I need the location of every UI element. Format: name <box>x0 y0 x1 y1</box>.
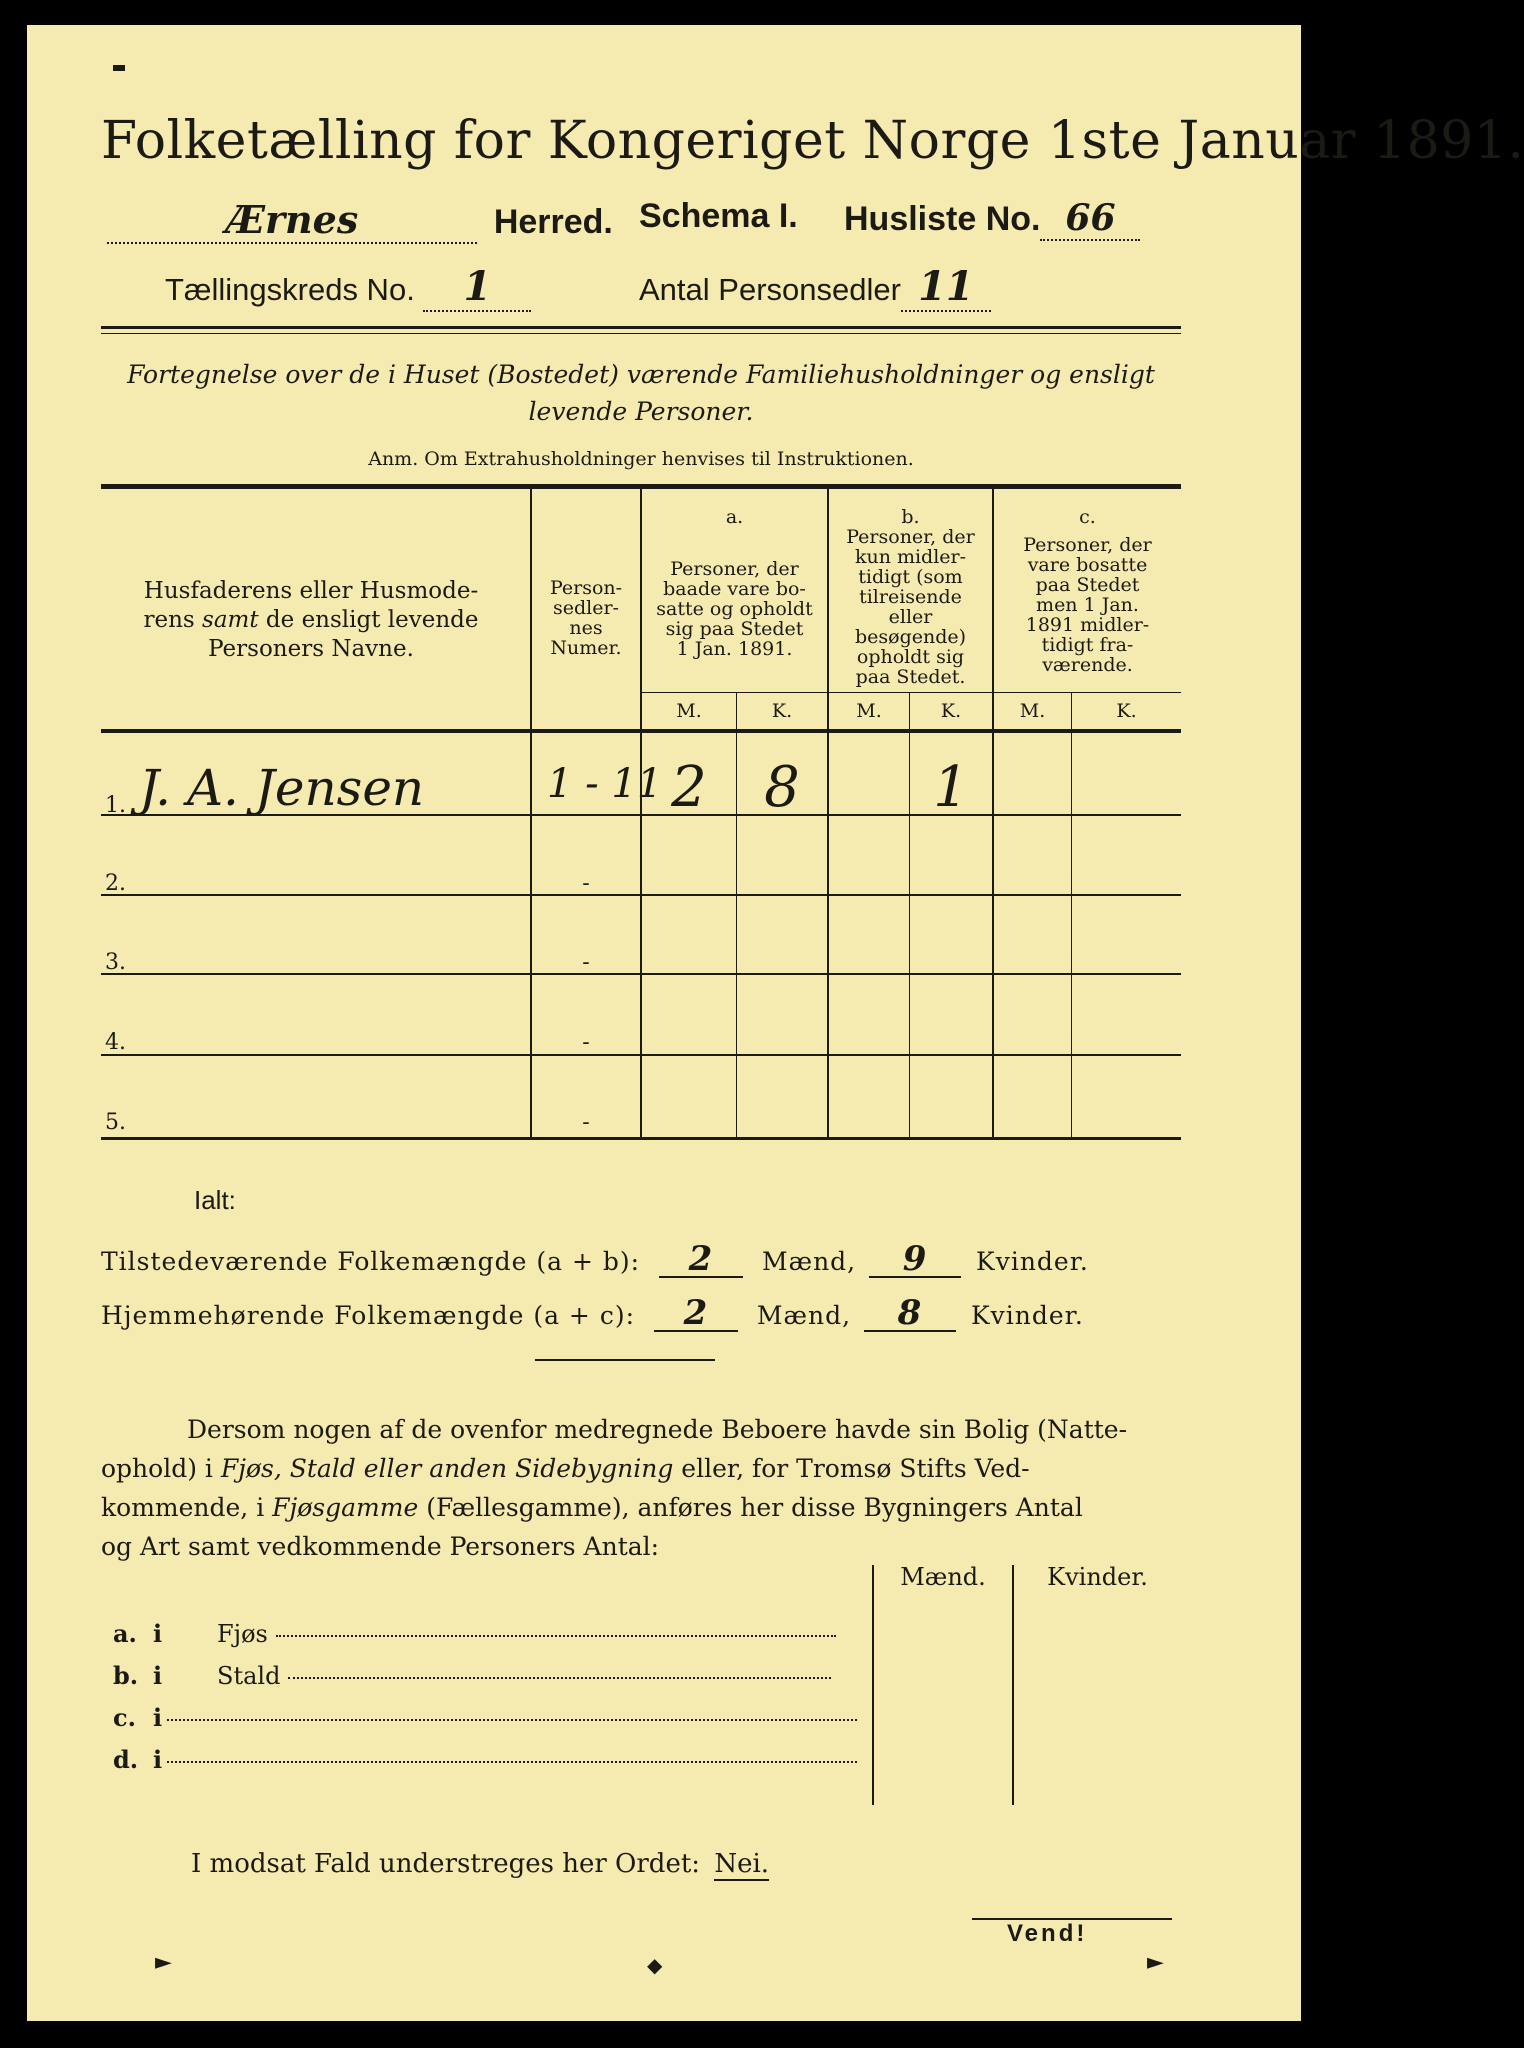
col-header-b-l3: tidigt (som <box>858 566 963 588</box>
building-row-b <box>113 1661 873 1690</box>
row-number: 2. <box>105 871 126 896</box>
herred-value: Ærnes <box>225 197 359 242</box>
tilstede-line <box>101 1239 1089 1279</box>
row-number: 3. <box>105 950 126 975</box>
paragraph-line-3 <box>101 1488 1181 1527</box>
tilstede-label: Tilstedeværende Folkemængde (a + b): <box>101 1247 641 1276</box>
col-header-c-l2: vare bosatte <box>1027 554 1148 576</box>
row-a-k: 8 <box>764 755 800 820</box>
row-name: J. A. Jensen <box>139 759 425 817</box>
col-header-names-l2c: de ensligt levende <box>258 607 479 633</box>
building-letter: c. <box>113 1703 136 1732</box>
kreds-line <box>165 263 531 312</box>
antal-line <box>639 263 991 312</box>
modsat-line <box>191 1849 769 1879</box>
col-header-names-l2b: samt <box>202 607 259 633</box>
buildings-kvinder-header: Kvinder. <box>1047 1563 1148 1591</box>
tilstede-kvinder-value: 9 <box>902 1239 928 1279</box>
hjemme-maend-label: Mænd, <box>756 1301 852 1330</box>
building-label: Fjøs <box>217 1620 268 1648</box>
paragraph-line-2 <box>101 1449 1181 1488</box>
corner-mark: ► <box>155 1950 172 1975</box>
building-i: i <box>153 1703 163 1732</box>
paragraph-l2b: Fjøs, Stald eller anden Sidebygning <box>220 1454 674 1483</box>
hjemme-kvinder-label: Kvinder. <box>970 1301 1084 1330</box>
antal-value: 11 <box>918 263 974 310</box>
col-header-num-l1: Person- <box>549 577 623 599</box>
col-header-b-l8: paa Stedet. <box>855 666 966 688</box>
col-header-b-l2: kun midler- <box>854 546 967 568</box>
antal-label: Antal Personsedler <box>639 272 901 307</box>
paragraph-l2c: eller, for Tromsø Stifts Ved- <box>673 1454 1030 1483</box>
col-header-names <box>101 577 521 664</box>
row-number: 1. <box>105 793 126 818</box>
husliste-label: Husliste No. <box>844 200 1041 238</box>
tilstede-maend-field <box>659 1239 743 1279</box>
col-header-names-l3: Personers Navne. <box>208 636 414 662</box>
col-header-a <box>642 507 827 659</box>
tilstede-kvinder-label: Kvinder. <box>976 1247 1089 1276</box>
col-a-k-label: K. <box>771 700 793 722</box>
col-header-names-l1: Husfaderens eller Husmode- <box>143 578 479 604</box>
col-c-m-label: M. <box>1019 700 1046 722</box>
col-header-c-l1: Personer, der <box>1023 534 1152 556</box>
col-header-a-l5: 1 Jan. 1891. <box>676 638 793 660</box>
building-leader <box>167 1718 857 1721</box>
col-c-k-label: K. <box>1116 700 1137 722</box>
col-header-a-letter: a. <box>725 506 744 528</box>
building-row-c <box>113 1703 873 1732</box>
building-leader <box>167 1760 857 1763</box>
paragraph-l2a: ophold) i <box>101 1454 221 1483</box>
note: Anm. Om Extrahusholdninger henvises til Instruktionen. <box>368 448 914 470</box>
row-divider <box>101 894 1181 896</box>
subtitle-line-1: Fortegnelse over de i Huset (Bostedet) værende Familiehusholdninger og ensligt <box>127 360 1155 389</box>
paragraph-l3b: Fjøsgamme <box>272 1493 419 1522</box>
col-a-m-label: M. <box>676 700 702 722</box>
ink-mark <box>113 65 125 71</box>
building-letter: a. <box>113 1619 137 1648</box>
short-divider <box>535 1359 715 1361</box>
husliste-value: 66 <box>1065 197 1116 239</box>
paragraph-l3a: kommende, i <box>101 1493 273 1522</box>
herred-field <box>107 197 477 244</box>
col-header-num-l4: Numer. <box>550 637 622 659</box>
schema-label: Schema I. <box>639 197 798 235</box>
col-header-b-l5: eller <box>888 606 933 628</box>
tilstede-kvinder-field <box>869 1239 961 1279</box>
col-header-c-l5: 1891 midler- <box>1025 614 1150 636</box>
col-header-c-l6: tidigt fra- <box>1041 634 1134 656</box>
tilstede-maend-label: Mænd, <box>761 1247 857 1276</box>
paragraph-line-1: Dersom nogen af de ovenfor medregnede Beboere havde sin Bolig (Natte- <box>187 1415 1128 1444</box>
buildings-vline <box>1012 1565 1014 1805</box>
divider <box>101 326 1181 329</box>
col-header-names-l2 <box>101 606 521 635</box>
subtitle-line-2: levende Personer. <box>528 397 754 426</box>
husliste-field <box>1040 197 1140 241</box>
col-header-names-l2a: rens <box>143 607 203 633</box>
col-header-b-l4: tilreisende <box>859 586 962 608</box>
census-form-page <box>27 25 1524 2021</box>
row-b-k: 1 <box>933 755 969 820</box>
hjemme-maend-value: 2 <box>683 1293 709 1333</box>
building-label: Stald <box>217 1662 281 1690</box>
form-title: Folketælling for Kongeriget Norge 1ste Januar 1891. <box>101 111 1524 171</box>
hjemme-label: Hjemmehørende Folkemængde (a + c): <box>101 1301 635 1330</box>
buildings-maend-header: Mænd. <box>900 1563 986 1591</box>
hjemme-maend-field <box>654 1293 738 1333</box>
col-header-a-l4: sig paa Stedet <box>665 618 804 640</box>
instruction-paragraph <box>101 1410 1181 1566</box>
row-person-numbers: 1 - 11 <box>547 761 663 807</box>
building-i: i <box>153 1745 163 1774</box>
col-header-num-l3: nes <box>569 617 603 639</box>
row-number: 5. <box>105 1110 126 1135</box>
corner-mark: ► <box>1147 1950 1164 1975</box>
kreds-value: 1 <box>463 263 492 310</box>
col-header-a-l2: baade vare bo- <box>663 578 806 600</box>
col-header-a-l1: Personer, der <box>670 558 799 580</box>
row-person-numbers: - <box>582 1110 590 1135</box>
building-row-a <box>113 1619 873 1648</box>
row-divider <box>101 1054 1181 1056</box>
mk-divider <box>640 692 1181 693</box>
row-person-numbers: - <box>582 950 590 975</box>
col-b-k-label: K. <box>940 700 962 722</box>
hjemme-line <box>101 1293 1084 1333</box>
row-divider <box>101 973 1181 975</box>
col-header-num <box>532 578 640 658</box>
col-header-c-l3: paa Stedet <box>1035 574 1140 596</box>
building-i: i <box>153 1661 163 1690</box>
building-i: i <box>153 1619 163 1648</box>
modsat-label: I modsat Fald understreges her Ordet: <box>191 1849 701 1879</box>
ialt-label: Ialt: <box>194 1185 236 1215</box>
col-header-c-l7: værende. <box>1042 654 1133 676</box>
paragraph-line-4: og Art samt vedkommende Personers Antal: <box>101 1532 660 1561</box>
col-header-num-l2: sedler- <box>553 597 619 619</box>
row-person-numbers: - <box>582 1030 590 1055</box>
table-vline <box>1071 693 1072 1137</box>
kreds-label: Tællingskreds No. <box>165 272 415 307</box>
row-a-m: 2 <box>671 755 707 820</box>
building-leader <box>276 1634 836 1637</box>
col-header-c <box>994 507 1181 675</box>
herred-label: Herred. <box>493 203 613 241</box>
center-mark: ◆ <box>647 1953 663 1977</box>
hjemme-kvinder-field <box>864 1293 956 1333</box>
paragraph-l3c: (Fællesgamme), anføres her disse Bygningers Antal <box>418 1493 1083 1522</box>
vend-label: Vend! <box>1007 1920 1088 1947</box>
row-number: 4. <box>105 1030 126 1055</box>
col-header-b-letter: b. <box>901 506 920 528</box>
tilstede-maend-value: 2 <box>688 1239 714 1279</box>
table-bottom-rule <box>101 1137 1181 1140</box>
col-header-b-l6: besøgende) <box>854 626 967 648</box>
row-person-numbers: - <box>582 871 590 896</box>
divider <box>101 333 1181 334</box>
nei-word: Nei. <box>714 1849 770 1879</box>
kreds-field <box>423 263 531 312</box>
col-header-b-l1: Personer, der <box>846 526 975 548</box>
col-header-a-l3: satte og opholdt <box>656 598 813 620</box>
col-header-b <box>829 507 992 687</box>
col-header-c-l4: men 1 Jan. <box>1036 594 1139 616</box>
antal-field <box>901 263 991 312</box>
building-row-d <box>113 1745 873 1774</box>
husliste-line <box>844 197 1140 241</box>
hjemme-kvinder-value: 8 <box>897 1293 923 1333</box>
building-letter: b. <box>113 1661 139 1690</box>
col-b-m-label: M. <box>856 700 882 722</box>
col-header-c-letter: c. <box>1079 506 1096 528</box>
building-leader <box>288 1676 831 1679</box>
col-header-b-l7: opholdt sig <box>856 646 965 668</box>
building-letter: d. <box>113 1745 139 1774</box>
herred-line <box>107 197 613 244</box>
